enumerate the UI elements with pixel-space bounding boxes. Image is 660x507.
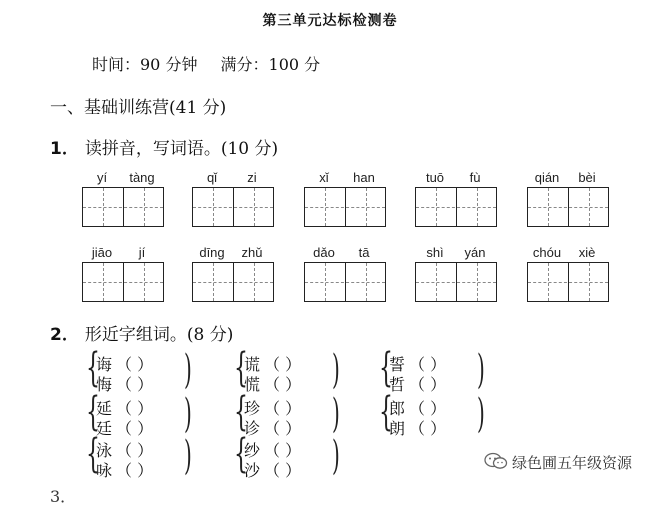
grid-guide [83, 207, 163, 208]
char-word-line [96, 458, 153, 481]
pinyin-syllable: bèi [578, 170, 596, 185]
pinyin-syllable: jí [138, 245, 146, 260]
char-word-line [244, 372, 301, 395]
answer-blank[interactable]: （ ） [409, 375, 447, 394]
pinyin-syllable: zhǔ [241, 245, 263, 260]
pinyin-syllable: zi [247, 170, 257, 185]
pinyin-label [304, 245, 386, 261]
right-paren: ) [332, 391, 340, 437]
writing-grid[interactable] [192, 187, 274, 227]
right-paren: ) [332, 347, 340, 393]
pinyin-label [415, 170, 497, 186]
grid-guide [193, 282, 273, 283]
writing-grid[interactable] [82, 187, 164, 227]
question-1-number: 1． [50, 139, 79, 159]
pinyin-label [527, 170, 609, 186]
answer-blank[interactable]: （ ） [116, 419, 154, 438]
pinyin-syllable: yán [464, 245, 486, 260]
char-word-line [96, 416, 153, 439]
answer-blank[interactable]: （ ） [264, 441, 302, 460]
pinyin-syllable: qǐ [206, 170, 218, 185]
grid-guide [305, 282, 385, 283]
pinyin-syllable: dīng [199, 245, 225, 260]
writing-grid[interactable] [415, 187, 497, 227]
right-paren: ) [184, 433, 192, 479]
question-1-heading [50, 134, 278, 159]
character: 谎 [244, 355, 261, 374]
writing-grid[interactable] [192, 262, 274, 302]
pinyin-label [82, 245, 164, 261]
pinyin-syllable: qián [534, 170, 560, 185]
answer-blank[interactable]: （ ） [264, 375, 302, 394]
writing-grid[interactable] [304, 262, 386, 302]
pinyin-syllable: fù [469, 170, 481, 185]
answer-blank[interactable]: （ ） [409, 355, 447, 374]
pinyin-label [415, 245, 497, 261]
char-word-line [389, 372, 446, 395]
character: 纱 [244, 441, 261, 460]
grid-guide [416, 282, 496, 283]
answer-blank[interactable]: （ ） [116, 461, 154, 480]
character: 泳 [96, 441, 113, 460]
grid-guide [83, 282, 163, 283]
character: 廷 [96, 419, 113, 438]
answer-blank[interactable]: （ ） [264, 355, 302, 374]
question-1-text: 读拼音，写词语。(10 分) [84, 139, 279, 159]
character: 悔 [96, 375, 113, 394]
character: 诲 [96, 355, 113, 374]
pinyin-syllable: xiè [578, 245, 596, 260]
pinyin-syllable: tàng [129, 170, 155, 185]
character: 哲 [389, 375, 406, 394]
answer-blank[interactable]: （ ） [116, 375, 154, 394]
writing-grid[interactable] [82, 262, 164, 302]
character: 郎 [389, 399, 406, 418]
grid-guide [528, 282, 608, 283]
writing-grid[interactable] [415, 262, 497, 302]
answer-blank[interactable]: （ ） [116, 399, 154, 418]
left-brace: { [86, 431, 100, 477]
pinyin-syllable: xǐ [319, 170, 329, 185]
question-2-text: 形近字组词。(8 分) [84, 325, 234, 345]
pinyin-syllable: han [353, 170, 375, 185]
left-brace: { [379, 389, 393, 435]
answer-blank[interactable]: （ ） [264, 419, 302, 438]
pinyin-label [527, 245, 609, 261]
exam-score: 满分：100 分 [220, 55, 321, 74]
pinyin-syllable: tā [358, 245, 370, 260]
writing-grid[interactable] [527, 262, 609, 302]
pinyin-syllable: jiāo [91, 245, 113, 260]
right-paren: ) [332, 433, 340, 479]
answer-blank[interactable]: （ ） [264, 461, 302, 480]
watermark-text: 绿色圃五年级资源 [512, 454, 633, 472]
character: 珍 [244, 399, 261, 418]
left-brace: { [86, 345, 100, 391]
pinyin-syllable: shì [426, 245, 444, 260]
left-brace: { [234, 431, 248, 477]
question-2-number: 2． [50, 325, 79, 345]
question-2-heading [50, 320, 233, 345]
character: 朗 [389, 419, 406, 438]
pinyin-syllable: tuō [425, 170, 445, 185]
character: 延 [96, 399, 113, 418]
right-paren: ) [477, 347, 485, 393]
right-paren: ) [184, 347, 192, 393]
grid-guide [193, 207, 273, 208]
grid-guide [416, 207, 496, 208]
character: 沙 [244, 461, 261, 480]
grid-guide [305, 207, 385, 208]
left-brace: { [234, 345, 248, 391]
answer-blank[interactable]: （ ） [116, 441, 154, 460]
answer-blank[interactable]: （ ） [264, 399, 302, 418]
character: 诊 [244, 419, 261, 438]
left-brace: { [234, 389, 248, 435]
character: 咏 [96, 461, 113, 480]
pinyin-syllable: chóu [532, 245, 562, 260]
section-heading: 一、基础训练营(41 分) [50, 98, 227, 118]
pinyin-label [82, 170, 164, 186]
character: 慌 [244, 375, 261, 394]
char-word-line [244, 416, 301, 439]
pinyin-syllable: yí [96, 170, 108, 185]
exam-time: 时间：90 分钟 [92, 55, 198, 74]
char-word-line [244, 458, 301, 481]
pinyin-label [192, 170, 274, 186]
writing-grid[interactable] [527, 187, 609, 227]
pinyin-label [304, 170, 386, 186]
left-brace: { [86, 389, 100, 435]
wechat-icon [484, 452, 508, 470]
writing-grid[interactable] [304, 187, 386, 227]
answer-blank[interactable]: （ ） [116, 355, 154, 374]
exam-meta [92, 52, 338, 75]
answer-blank[interactable]: （ ） [409, 419, 447, 438]
right-paren: ) [184, 391, 192, 437]
grid-guide [528, 207, 608, 208]
next-question-cutoff: 3． [50, 487, 77, 506]
right-paren: ) [477, 391, 485, 437]
pinyin-label [192, 245, 274, 261]
pinyin-syllable: dǎo [313, 245, 335, 260]
char-word-line [389, 416, 446, 439]
page-title: 第三单元达标检测卷 [262, 13, 398, 29]
character: 誓 [389, 355, 406, 374]
left-brace: { [379, 345, 393, 391]
char-word-line [96, 372, 153, 395]
answer-blank[interactable]: （ ） [409, 399, 447, 418]
